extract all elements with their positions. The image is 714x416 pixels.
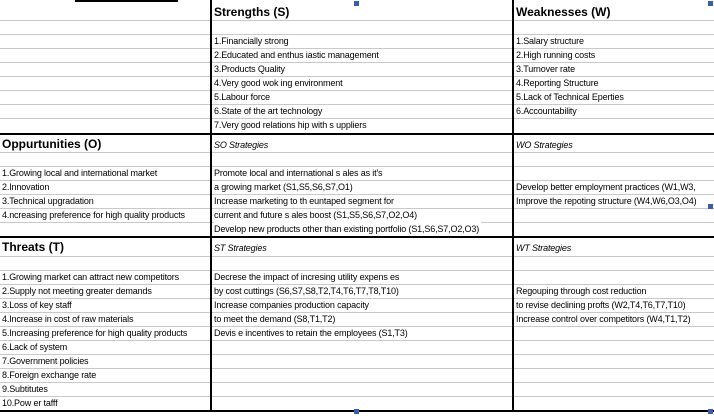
selected-range-top: [75, 0, 178, 2]
weakness-item: 5.Lack of Technical Eperties: [516, 92, 624, 102]
threat-item: 3.Loss of key staff: [2, 300, 72, 310]
so-strategy-line: Increase marketing to th euntaped segment for: [214, 196, 394, 206]
so-strategy-line: Promote local and international s ales as it's: [214, 168, 383, 178]
so-strategies-title: SO Strategies: [214, 140, 269, 150]
wt-strategy-line: Regouping through cost reduction: [516, 286, 647, 296]
wo-strategy-line: Develop better employment practices (W1,W3,: [516, 182, 696, 192]
so-strategy-line: Develop new products other than existing portfolio (S1,S6,S7,O2,O3): [214, 224, 480, 234]
weakness-item: 1.Salary structure: [516, 36, 584, 46]
st-strategy-line: Devis e incentives to retain the employees (S1,T3): [214, 328, 408, 338]
wt-strategies-title: WT Strategies: [516, 243, 572, 253]
st-strategy-line: Decrese the impact of incresing utility expens es: [214, 272, 400, 282]
st-strategies-title: ST Strategies: [214, 243, 267, 253]
column-border-right: [512, 0, 514, 412]
strength-item: 5.Labour force: [214, 92, 270, 102]
wt-strategy-line: Increase control over competitors (W4,T1,T2): [516, 314, 691, 324]
strength-item: 2.Educated and enthus iastic management: [214, 50, 379, 60]
selection-handle[interactable]: [708, 204, 713, 209]
threat-item: 9.Subtitutes: [2, 384, 48, 394]
selection-handle[interactable]: [708, 409, 713, 414]
strength-item: 1.Financially strong: [214, 36, 289, 46]
threat-item: 4.Increase in cost of raw materials: [2, 314, 134, 324]
threat-item: 2.Supply not meeting greater demands: [2, 286, 152, 296]
threats-header: Threats (T): [2, 240, 65, 254]
opportunity-item: 2.Innovation: [2, 182, 50, 192]
threat-item: 6.Lack of system: [2, 342, 68, 352]
opportunities-header: Oppurtunities (O): [2, 137, 102, 151]
opportunity-item: 4.ncreasing preference for high quality products: [2, 210, 185, 220]
so-strategy-line: a growing market (S1,S5,S6,S7,O1): [214, 182, 353, 192]
so-strategy-line: current and future s ales boost (S1,S5,S6,S7,O2,O4): [214, 210, 417, 220]
opportunity-item: 1.Growing local and international market: [2, 168, 158, 178]
strength-item: 6.State of the art technology: [214, 106, 323, 116]
st-strategy-line: by cost cuttings (S6,S7,S8,T2,T4,T6,T7,T8,T10): [214, 286, 399, 296]
threat-item: 8.Foreign exchange rate: [2, 370, 97, 380]
strength-item: 4.Very good wok ing environment: [214, 78, 343, 88]
selection-handle[interactable]: [708, 1, 713, 6]
column-border-left: [210, 0, 212, 412]
strengths-header: Strengths (S): [214, 5, 290, 19]
selection-handle[interactable]: [354, 1, 359, 6]
row-border-2: [0, 236, 714, 238]
opportunity-item: 3.Technical upgradation: [2, 196, 94, 206]
st-strategy-line: Increase companies production capacity: [214, 300, 369, 310]
wt-strategy-line: to revise declining profts (W2,T4,T6,T7,T10): [516, 300, 686, 310]
weakness-item: 3.Turnover rate: [516, 64, 575, 74]
threat-item: 7.Government policies: [2, 356, 89, 366]
strength-item: 3.Products Quality: [214, 64, 285, 74]
weakness-item: 2.High running costs: [516, 50, 596, 60]
threat-item: 5.Increasing preference for high quality products: [2, 328, 188, 338]
st-strategy-line: to meet the demand (S8,T1,T2): [214, 314, 336, 324]
weaknesses-header: Weaknesses (W): [516, 5, 611, 19]
wo-strategy-line: Improve the repoting structure (W4,W6,O3,O4): [516, 196, 697, 206]
weakness-item: 6.Accountability: [516, 106, 577, 116]
wo-strategies-title: WO Strategies: [516, 140, 573, 150]
selection-handle[interactable]: [354, 409, 359, 414]
threat-item: 1.Growing market can attract new competitors: [2, 272, 179, 282]
threat-item: 10.Pow er tafff: [2, 398, 58, 408]
row-border-1: [0, 133, 714, 135]
strength-item: 7.Very good relations hip with s uppliers: [214, 120, 367, 130]
weakness-item: 4.Reporting Structure: [516, 78, 599, 88]
